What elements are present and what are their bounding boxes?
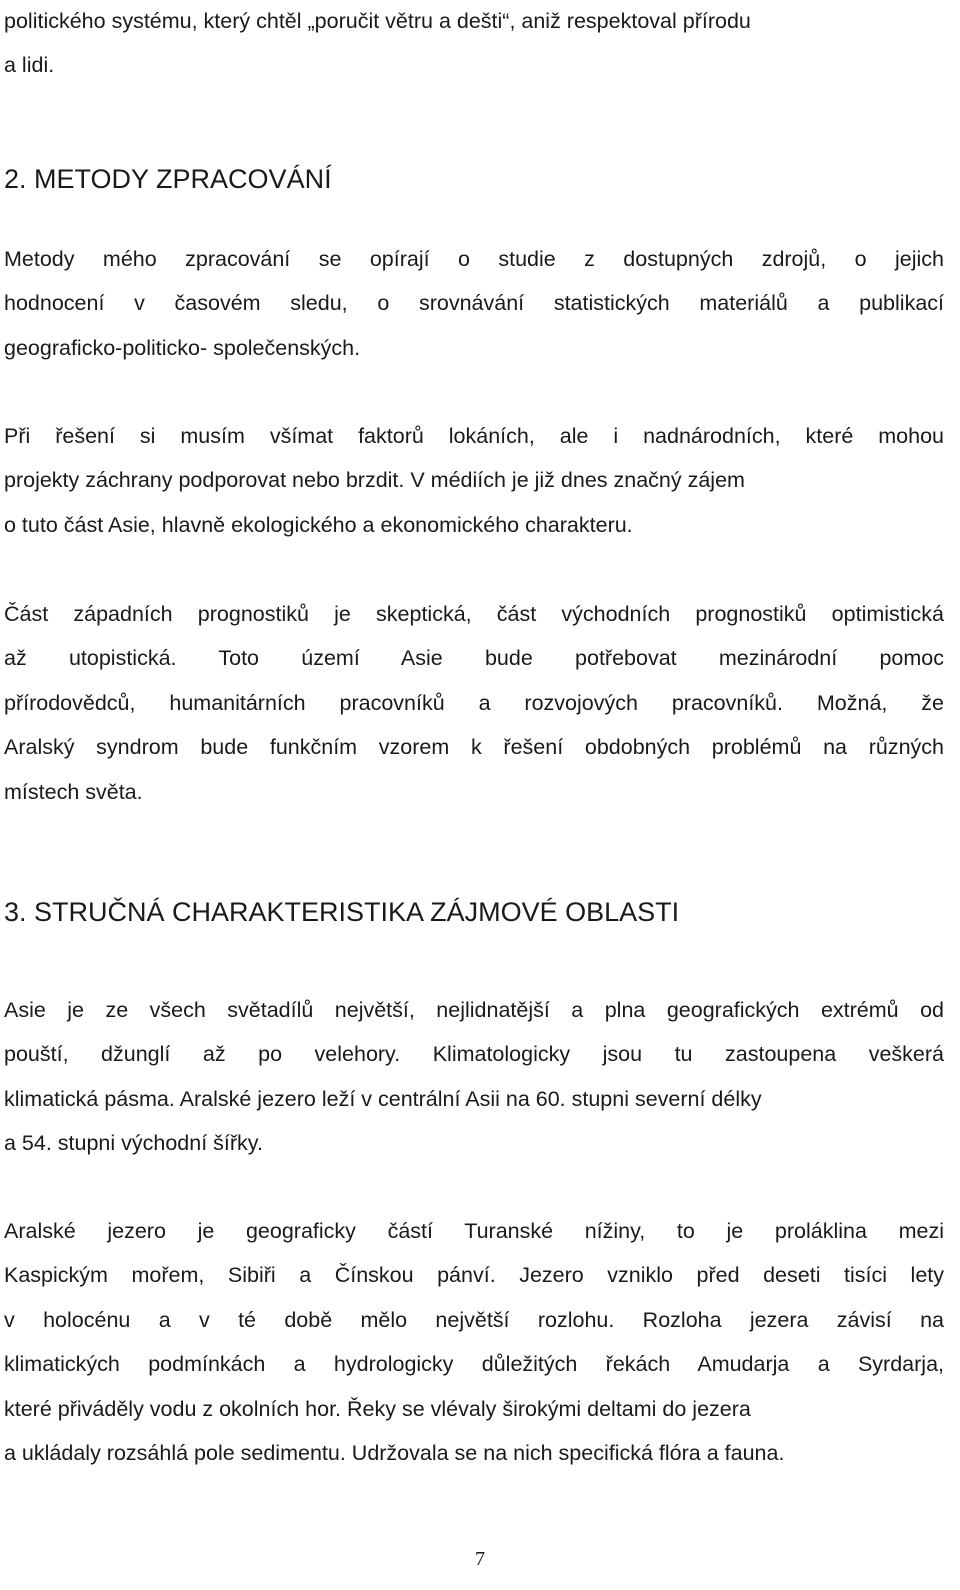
- section-2-paragraph-2: [4, 414, 944, 547]
- section-3-paragraph-1: [4, 988, 944, 1166]
- paragraph-line: až utopistická. Toto území Asie bude potřebovat mezinárodní pomoc: [4, 646, 944, 671]
- paragraph-line: klimatická pásma. Aralské jezero leží v centrální Asii na 60. stupni severní délky: [4, 1086, 762, 1111]
- paragraph-line: místech světa.: [4, 779, 143, 804]
- intro-line-1: politického systému, který chtěl „poručit větru a dešti“, aniž respektoval přírodu: [4, 9, 751, 33]
- paragraph-line: projekty záchrany podporovat nebo brzdit. V médiích je již dnes značný zájem: [4, 468, 745, 493]
- paragraph-line: Aralské jezero je geograficky částí Turanské nížiny, to je proláklina mezi: [4, 1219, 944, 1243]
- section-2-paragraph-1: [4, 237, 944, 370]
- section-3-heading: 3. STRUČNÁ CHARAKTERISTIKA ZÁJMOVÉ OBLASTI: [4, 897, 680, 927]
- paragraph-line: klimatických podmínkách a hydrologicky důležitých řekách Amudarja a Syrdarja,: [4, 1352, 944, 1377]
- paragraph-line: o tuto část Asie, hlavně ekologického a ekonomického charakteru.: [4, 512, 633, 537]
- paragraph-line: Metody mého zpracování se opírají o studie z dostupných zdrojů, o jejich: [4, 247, 944, 271]
- paragraph-line: geograficko-politicko- společenských.: [4, 335, 361, 360]
- paragraph-line: Při řešení si musím všímat faktorů lokáních, ale i nadnárodních, které mohou: [4, 424, 944, 448]
- paragraph-line: Aralský syndrom bude funkčním vzorem k řešení obdobných problémů na různých: [4, 735, 944, 760]
- section-2-heading: 2. METODY ZPRACOVÁNÍ: [4, 164, 332, 194]
- paragraph-line: přírodovědců, humanitárních pracovníků a rozvojových pracovníků. Možná, že: [4, 690, 944, 715]
- paragraph-line: Kaspickým mořem, Sibiři a Čínskou pánví. Jezero vzniklo před deseti tisíci lety: [4, 1263, 944, 1288]
- paragraph-line: v holocénu a v té době mělo největší rozlohu. Rozloha jezera závisí na: [4, 1307, 944, 1332]
- section-3-paragraph-2: [4, 1209, 944, 1475]
- paragraph-line: hodnocení v časovém sledu, o srovnávání statistických materiálů a publikací: [4, 291, 944, 316]
- intro-paragraph: [4, 0, 944, 88]
- paragraph-line: které přiváděly vodu z okolních hor. Řeky se vlévaly širokými deltami do jezera: [4, 1396, 751, 1421]
- paragraph-line: pouští, džunglí až po velehory. Klimatologicky jsou tu zastoupena veškerá: [4, 1042, 944, 1067]
- paragraph-line: Asie je ze všech světadílů největší, nejlidnatější a plna geografických extrémů od: [4, 998, 944, 1022]
- page-number: 7: [475, 1548, 485, 1570]
- paragraph-line: Část západních prognostiků je skeptická, část východních prognostiků optimistická: [4, 602, 944, 626]
- paragraph-line: a ukládaly rozsáhlá pole sedimentu. Udržovala se na nich specifická flóra a fauna.: [4, 1440, 785, 1465]
- intro-line-2: a lidi.: [4, 53, 55, 78]
- section-2-paragraph-3: [4, 592, 944, 814]
- paragraph-line: a 54. stupni východní šířky.: [4, 1131, 263, 1156]
